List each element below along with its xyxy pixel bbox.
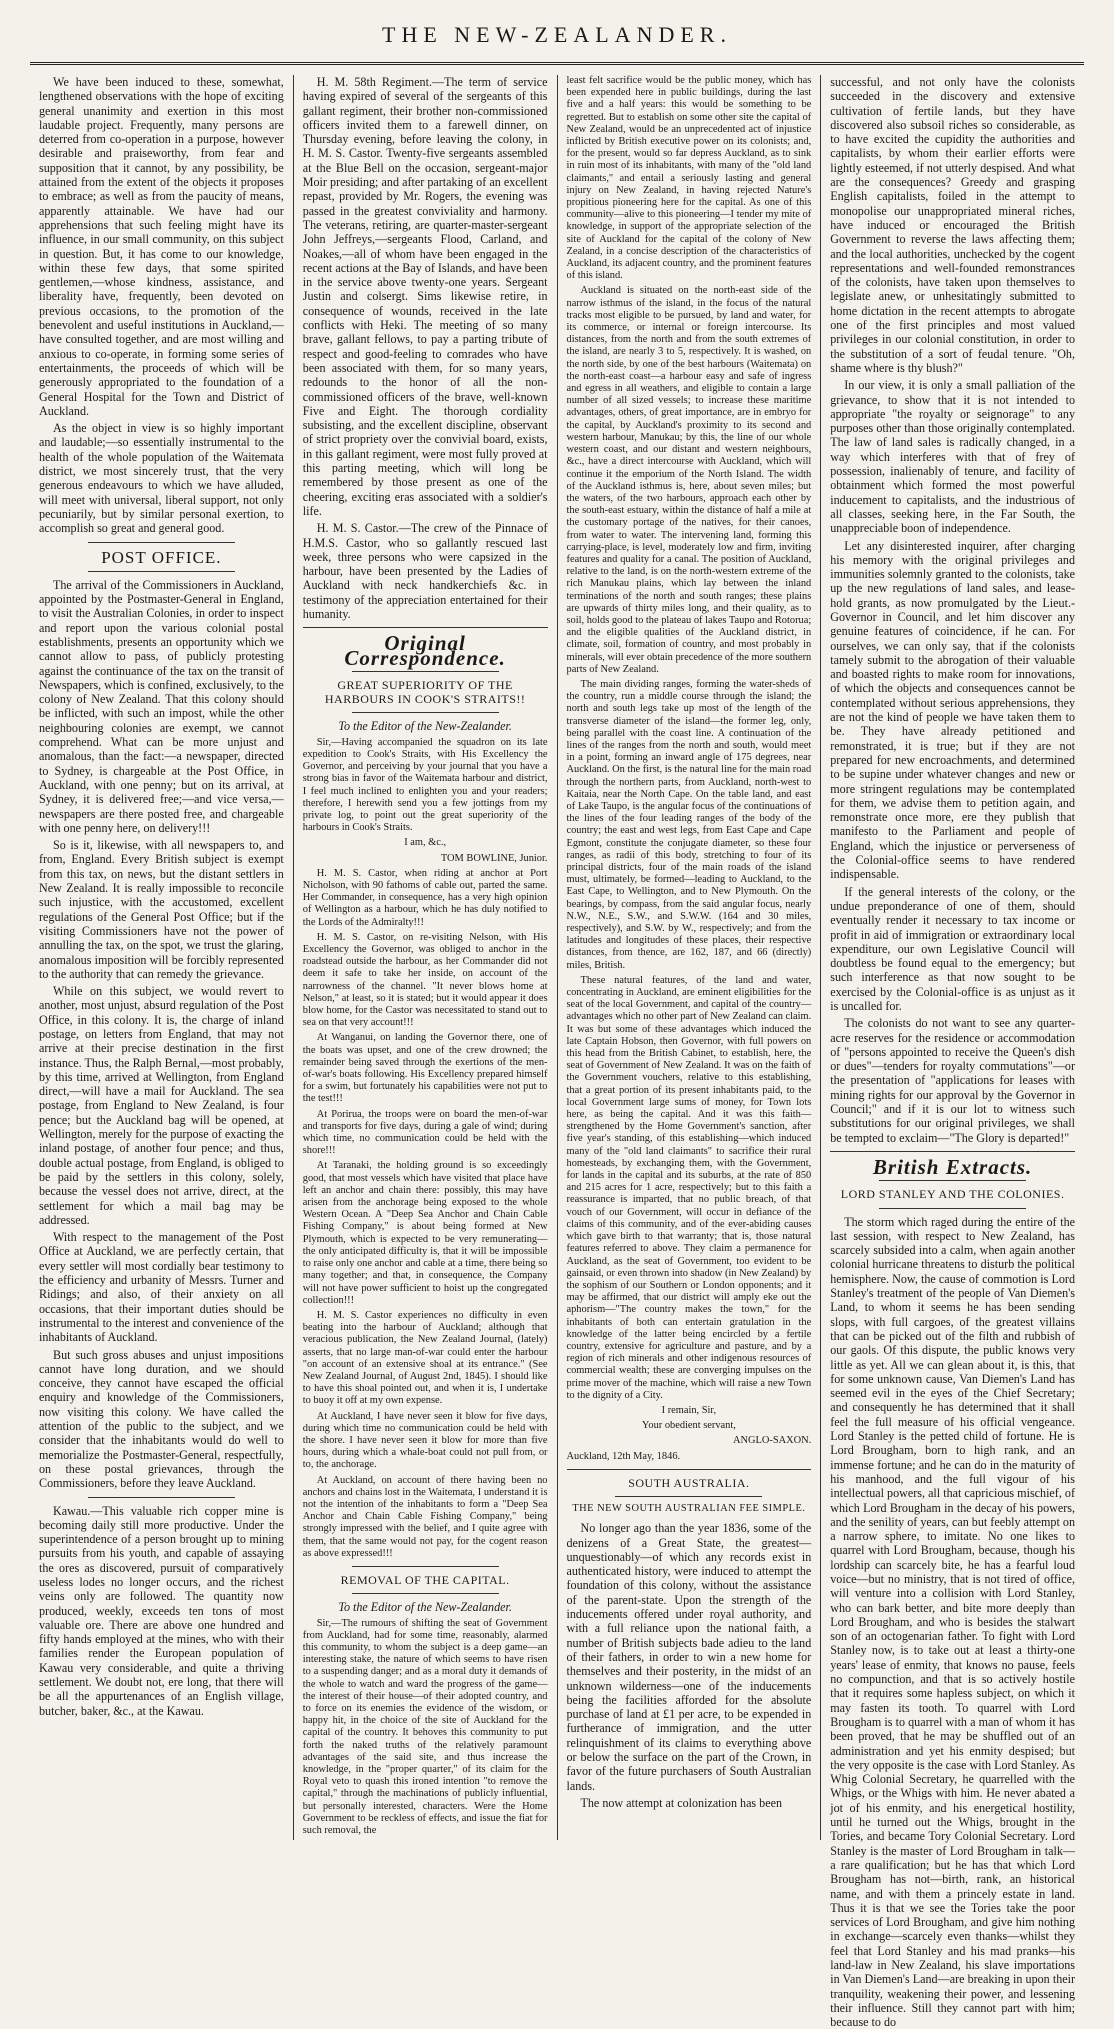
- letter-salutation: To the Editor of the New-Zealander.: [338, 1600, 512, 1615]
- section-heading: Original Correspondence.: [344, 631, 506, 670]
- article-paragraph: At Wanganui, on landing the Governor there, one of the boats was upset, and one of the crew drowned; the remainder being saved through the exertions of the men-of-war's boats following. His Excellency prepared himself for a swim, but fortunately his capabilities were not put to the test!!!: [302, 1032, 548, 1105]
- divider: [352, 1566, 499, 1567]
- article-paragraph: No longer ago than the year 1836, some of the denizens of a Great State, the greatest—unquestionably—of which any records exist in authenticated history, were induced to attempt the foundation of this colony, without the assistance of the parent-state. Upon the strength of the inducements offered under royal authority, and with a full reliance upon the national faith, a number of British subjects bade adieu to the land of their fathers, in order to win a new home for themselves and their posterity, in the midst of an unknown wilderness—one of the inducements being the facilities afforded for the absolute purchase of land at £1 per acre, to be expended in furtherance of immigration, and the utter relinquishment of its claims to everything above or below the surface on the part of the Crown, in favor of the future purchasers of South Australian lands.: [566, 1521, 812, 1793]
- article-paragraph: H. M. 58th Regiment.—The term of service having expired of several of the sergeants of this gallant regiment, their brother non-commissioned officers invited them to a farewell dinner, on Thursday evening, before leaving the colony, in H. M. S. Castor. Twenty-five sergeants assembled at the Blue Bell on the occasion, sergeant-major Moir presiding; and after partaking of an excellent repast, provided by Mr. Rogers, the evening was passed in the greatest conviviality and harmony. The veterans, retiring, are quarter-master-sergeant John Jeffreys,—sergeants Flood, Carland, and Noakes,—all of whom have been engaged in the recent actions at the Bay of Islands, and have been in the service above twenty-one years. Sergeant Justin and colsergt. Sims likewise retire, in consequence of wounds, received in the late conflicts with Heki. The meeting of so many brave, gallant fellows, to pay a parting tribute of respect and good-feeling to comrades who have been associated with them, for so many years, redounds to the honor of all the non-commissioned officers of the brave, well-known Five and Eight. The thorough cordiality subsisting, and the excellent discipline, observant of strict propriety over the convivial board, exists, in this gallant regiment, were most fully proved at this parting meeting, which will long be remembered by those present as one of the cheering, exciting eras associated with a soldier's life.: [302, 75, 548, 518]
- divider: [352, 712, 499, 713]
- letter-closing: I am, &c.,: [404, 837, 447, 849]
- letter-signature: TOM BOWLINE, Junior.: [440, 852, 548, 864]
- article-paragraph: But such gross abuses and unjust impositions cannot have long duration, and we should conceive, they cannot have escaped the official enquiry and knowledge of the Commissioners, now visiting this colony. We have called the attention of the public to the subject, and we consider that the inhabitants would do well to memorialize the Postmaster-General, respectfully, on these postal grievances, through the Commissioners, before they leave Auckland.: [39, 1347, 284, 1491]
- divider: [879, 1180, 1026, 1181]
- article-paragraph: The storm which raged during the entire of the last session, with respect to New Zealand, has scarcely subsided into a calm, when again another colonial hurricane threatens to disturb the political hemisphere. Now, the cause of commotion is Lord Stanley's treatment of the people of Van Diemen's Land, to whom it seems he has been sending slops, with full cargoes, of the greatest villains that can be picked out of the filth and rubbish of our gaols. Of this dispute, the public knows very little as yet. All we can glean about it, is this, that for some unknown cause, Van Diemen's Land has seemed evil in the eyes of the Chief Secretary; and consequently he has determined that it shall feel the full measure of his official vengeance. Lord Stanley is the petted child of fortune. He is Lord Brougham, born to high rank, and an immense fortune; and he can do in the maturity of his manhood, and the full vigour of his intellectual powers, all that capricious mischief, of which Lord Brougham in the decay of his powers, and the senility of years, can but feebly attempt on a narrow sphere, to imitate. No one likes to quarrel with Lord Brougham, because, though his lordship can scarcely bite, he has a fearful loud voice—but no ministry, that is not tired of office, will venture into a collision with Lord Stanley, who can bark better, and bite more deeply than Lord Brougham, and who is besides the stalwart son of an octogenarian father. To fight with Lord Stanley now, is to take out at least a thirty-one years' lease of enmity, that knows no pause, feels no compunction, and that is so actively hostile that it requires some hapless subject, on which it may fasten its tooth. To quarrel with Lord Brougham is to quarrel with a man of whom it has been proved, that he may be shuffled out of an administration and yet his enmity despised; but the very opposite is the case with Lord Stanley. As Whig Colonial Secretary, he quarrelled with the Whigs, or the Whigs with him. He never abated a jot of his enmity, and his energetical hostility, until he turned out the Whigs, brought in the Tories, and became Tory Colonial Secretary. Lord Stanley is the master of Lord Brougham in talk—a rare qualification; but he has that which Lord Brougham has not—birth, rank, an historical name, and with them a princely estate in land. Thus it is that we see the Tories take the poor services of Lord Brougham, and give him nothing in exchange—scarcely even thanks—whilst they feel that Lord Stanley and his mad pranks—his land-law in New Zealand, his slave importations in Van Diemen's Land—are breaking in upon their tranquility, weakening their power, and lessening their influence. Still they cannot part with him; because to do: [830, 1214, 1075, 2029]
- divider: [567, 1469, 812, 1470]
- column-4: [821, 75, 1084, 2029]
- letter-closing: I remain, Sir,: [661, 1404, 717, 1416]
- divider: [615, 1496, 762, 1497]
- article-paragraph: With respect to the management of the Post Office at Auckland, we are perfectly certain, that every settler will most cordially bear testimony to the efficiency and urbanity of Messrs. Turner and Ridings; and also, of their anxiety on all occasions, that their important duties should be instrumental to the interest and convenience of the inhabitants of Auckland.: [39, 1230, 284, 1345]
- column-2: [294, 75, 558, 1840]
- article-paragraph: The main dividing ranges, forming the water-sheds of the country, run a middle course through the island; the north and south legs take up most of the length of the transverse diameter of the island—the former leg, only, being parallel with the coast line. A continuation of the lines of the ranges from the north and south, would meet in a point, forming an inward angle of 175 degrees, near Auckland. On the first, is the natural line for the main road through the northern parts, from Auckland, north-west to Kaitaia, near the North Cape. On the table land, and east of Lake Taupo, is the angular focus of the continuations of the lines of the four leading ranges of the body of the country; the east and west legs, from East Cape and Cape Egmont, constitute the conjugate diameter, so these four ranges, as radii of this body, stretching to four of its principal districts, four of the main roads of the island must, ultimately, be formed—leading to Auckland, to the East Cape, to Wellington, and to New Plymouth. On the bearings, by compass, from the said angular focus, nearly N.W., N.E., S.W., and S.W.W. (164 and 30 miles, respectively), and S.W. by W., respectively; and from the latitudes and longitudes of these places, their respective distances, from thence, are 162, 187, and 66 (directly) miles, British.: [566, 678, 812, 971]
- article-paragraph: We have been induced to these, somewhat, lengthened observations with the hope of exciting general unanimity and exertion in this most laudable project. Frequently, many persons are deterred from co-operation in a purpose, however desirable and praiseworthy, from fear and supposition that it cannot, by any possibility, be attained from the extent of the objects it proposes to embrace; as well as from the paucity of means, apparently attainable. We have had our apprehensions that such feeling might have its influence, in our small community, on this subject in question. But, it has come to our knowledge, within these few days, that some spirited gentlemen,—whose kindness, assistance, and liberality have, frequently, been devoted on previous occasions, to the promotion of the benevolent and useful institutions in Auckland,—have consulted together, and are most willing and anxious to co-operate, in forming some series of entertainments, the proceeds of which will be generously appropriated to the foundation of a General Hospital for the Town and District of Auckland.: [39, 75, 284, 418]
- article-paragraph: H. M. S. Castor, on re-visiting Nelson, with His Excellency the Governor, was obliged to anchor in the roadstead outside the harbour, as her Commander did not deem it safe to take her inside, on account of the narrowness of the channel. "It never blows home at Nelson," at least, so it is stated; but it would appear it does blow home, for the Castor was necessitated to stand out to sea on that very account!!!: [302, 931, 548, 1029]
- article-paragraph: The colonists do not want to see any quarter-acre reserves for the residence or accommodation of "persons appointed to receive the Queen's dish or dues"—tenders for royalty commutations"—or the presentation of "applications for leases with mining rights for our approval by the Governor in Council;" and if it is our lot to witness such substitutions for our original privileges, we shall be tempted to exclaim—"The Glory is departed!": [830, 1016, 1075, 1145]
- columns: [30, 75, 1084, 2029]
- article-paragraph: H. M. S. Castor.—The crew of the Pinnace of H.M.S. Castor, who so gallantly rescued last week, three persons who were capsized in the harbour, have been presented by the Ladies of Auckland with neck handkerchiefs &c. in testimony of the appreciation entertained for their humanity.: [302, 521, 548, 621]
- article-paragraph: At Auckland, on account of there having been no anchors and chains lost in the Waitemata, I understand it is not the intention of the inhabitants to form a "Deep Sea Anchor and Chain Cable Fishing Company," being strongly impressed with the belief, and I quite agree with them, that the same would not pay, for the cogent reason as above expressed!!!: [302, 1474, 548, 1559]
- letter-closing: Your obedient servant,: [641, 1420, 736, 1432]
- divider: [303, 627, 548, 628]
- dateline: Auckland, 12th May, 1846.: [566, 1450, 681, 1462]
- divider: [352, 671, 499, 672]
- article-paragraph: So is it, likewise, with all newspapers to, and from, England. Every British subject is exempt from this tax, on news, but the distant settlers in New Zealand. It is really impossible to reconcile such injustice, with the accustomed, excellent regulations of the General Post Office; but if the visiting Commissioners have not the power of annulling the tax, on the spot, we trust the glaring, anomalous imposition will be forcibly represented to the authority that can remedy the grievance.: [39, 838, 284, 981]
- section-heading: POST OFFICE.: [101, 547, 222, 567]
- article-paragraph: The arrival of the Commissioners in Auckland, appointed by the Postmaster-General in England, to visit the Australian Colonies, in order to inspect and report upon the various colonial postal establishments, presents an opportunity which we cannot allow to pass, of publicly protesting against the continuance of the tax on the transit of Newspapers, which is confined, exclusively, to the colony of New Zealand. That this colony should be inflicted, with such an impost, while the other neighbouring colonies are exempt, we cannot comprehend. What can be more unjust and anomalous, than the fact:—a newspaper, directed to Sydney, is chargeable at the Post Office, in Auckland, with one penny; but on its arrival, at Sydney, it is delivered free;—and vice versa,—newspapers are there posted free, and chargeable with one penny here, on delivery!!!: [39, 577, 284, 835]
- article-paragraph: In our view, it is only a small palliation of the grievance, to show that it is not intended to appropriate "the royalty or seignorage" to any purposes other than those originally contemplated. The law of land sales is radically changed, in a way which interferes with that of frey of possession, inalienably of tenure, and facility of obtainment which formed the most powerful inducement to capitalists, and the industrious of all classes, seeking here, in the Far South, the unappreciable boon of independence.: [830, 378, 1075, 536]
- article-paragraph: Sir,—The rumours of shifting the seat of Government from Auckland, had for some time, reasonably, alarmed this community, to whom the subject is a deep game—an interesting stake, the nature of which seems to have risen to a suspending danger; and as a moral duty it demands of the whole to watch and ward the progress of the game—the interest of their house—of their adopted country, and to force on its enemies the evidence of the wisdom, or happy hit, in the choice of the site of Auckland for the capital of the country. It behoves this community to put forth the naked truths of the relatively paramount advantages of the said site, and thus increase the knowledge, in the "proper quarter," of its claim for the Royal veto to quash this ironed intention "to remove the capital," through the machinations of publicly influential, but personally interested, characters. Were the Home Government to be reckless of effects, and issue the fiat for such removal, the: [302, 1617, 548, 1837]
- divider: [830, 1151, 1075, 1152]
- divider: [88, 542, 235, 543]
- section-heading: British Extracts.: [872, 1154, 1033, 1179]
- column-3: [558, 75, 822, 1840]
- divider: [88, 1497, 235, 1498]
- letter-signature: ANGLO-SAXON.: [733, 1435, 812, 1447]
- article-paragraph: successful, and not only have the colonists succeeded in the discovery and extensive cultivation of fertile lands, but they have discovered also subsoil riches so considerable, as to have excited the cupidity the authorities and capitalists, by whom their earlier efforts were lightly esteemed, if not utterly despised. And what are the consequences? Greedy and grasping English capitalists, foiled in the attempt to monopolise our unappropriated mineral riches, have induced or encouraged the British Government to reverse the laws affecting them; and the local authorities, unchecked by the cogent representations and well-founded remonstrances of the colonists, have taken upon themselves to legislate anew, or unhesitatingly submitted to home dictation in the recent attempts to abrogate one of the first principles and most valued privileges in our colonial constitution, in order to the substitution of a sort of feudal tenure. "Oh, shame where is thy blush?": [830, 75, 1075, 375]
- article-paragraph: H. M. S. Castor, when riding at anchor at Port Nicholson, with 90 fathoms of cable out, parted the same. Her Commander, in consequence, has a very high opinion of Wellington as a harbour, which he has duly notified to the Lords of the Admiralty!!!: [302, 867, 548, 928]
- article-paragraph: If the general interests of the colony, or the undue preponderance of one of them, should eventually render it necessary to tax income or profit in aid of immigration or extraordinary local expenditure, our own Legislative Council will doubtless be found equal to the emergency; but such interference as that now sought to be exercised by the Colonial-office is as unjust as it is uncalled for.: [830, 884, 1075, 1013]
- article-paragraph: The now attempt at colonization has been: [580, 1795, 782, 1810]
- section-heading: REMOVAL OF THE CAPITAL.: [340, 1572, 510, 1587]
- divider: [352, 1593, 499, 1594]
- letter-salutation: To the Editor of the New-Zealander.: [338, 719, 512, 734]
- article-paragraph: At Porirua, the troops were on board the men-of-war and transports for five days, during a gale of wind; during which time, no communication could be held with the shore!!!: [302, 1108, 548, 1157]
- divider: [879, 1208, 1026, 1209]
- masthead: THE NEW-ZEALANDER.: [30, 0, 1084, 65]
- article-paragraph: While on this subject, we would revert to another, most unjust, absurd regulation of the Post Office, in this colony. It is, the charge of inland postage, on letters from England, that may not arrive at their precise destination in the first instance. Thus, the Ralph Bernal,—most probably, by this time, arrived at Wellington, from England direct,—will have a mail for Auckland. The sea postage, from England to New Zealand, is four pence; but the Auckland bag will be opened, at Wellington, merely for the purpose of exacting the inland postage, of another four pence; and thus, double actual postage, from England, is obliged to be paid by the settlers in this colony, solely, because the vessel does not arrive, direct, at the settlement for which a mail bag may be addressed.: [39, 984, 284, 1227]
- article-paragraph: least felt sacrifice would be the public money, which has been expended here in public buildings, during the last five and a half years: this would be something to be regretted. But to establish on some other site the capital of New Zealand, would be an unprecedented act of injustice inflicted by British executive power on its colonists; and, for the present, would so far depress Auckland, as to sink in ruin most of its inhabitants, with many of the "old land claimants," and entail a seriously lasting and general injury on New Zealand, in having rejected Nature's propitious pioneering here for the capital. As one of this community—alive to this pioneering—I tender my mite of knowledge, in support of the appropriate selection of the site of Auckland for the capital of the colony of New Zealand, in a concise description of the characteristics of Auckland, its adjacent country, and the prominent features of this island.: [566, 75, 812, 282]
- article-paragraph: At Taranaki, the holding ground is so exceedingly good, that most vessels which have visited that place have left an anchor and chain there: possibly, this may have arisen from the anchorage being exposed to the whole Western Ocean. A "Deep Sea Anchor and Chain Cable Fishing Company," is about being formed at New Plymouth, which is expected to be very remunerating—the only anticipated difficulty is, that it will be impossible to raise only one anchor and cable at a time, there being so many together; and that, in consequence, the Company will not have power sufficient to hoist up the congregated collection!!!: [302, 1160, 548, 1306]
- article-subheading: THE NEW SOUTH AUSTRALIAN FEE SIMPLE.: [572, 1503, 806, 1515]
- article-paragraph: Let any disinterested inquirer, after charging his memory with the original privileges and immunities solemnly granted to the colonists, take up the new regulations of land sales, and lease-hold grants, as now promulgated by the Lieut.-Governor in Council, and let him discover any genuine features of coincidence, if he can. For ourselves, we can only say, that if the colonists tamely submit to the abrogation of their valuable and boasted rights to make room for innovations, of which the objects and consequences cannot be contemplated without serious apprehensions, they are not the kind of people we have taken them to be. They have already petitioned and remonstrated, it is true; but if they are not prepared for new encroachments, and determined to be supine under whatever changes and new or more stringent regulations may be contemplated for them, we advise them to petition again, and remonstrate once more, ere they publish that manifesto to the Parliament and people of England, which the injustice or perverseness of the Colonial-office seems to have rendered indispensable.: [830, 538, 1075, 882]
- article-paragraph: Kawau.—This valuable rich copper mine is becoming daily still more productive. Under the superintendence of a person brought up to mining pursuits from his youth, and capable of assaying the ores as discovered, pursuit of comparatively useless lodes no longer occurs, and the richest veins only are followed. The quantity now produced, weekly, exceeds ten tons of most valuable ore. There are above one hundred and fifty hands employed at the mines, who with their families render the European population of Kawau very considerable, and quite a thriving settlement. We doubt not, ere long, that there will be all the appurtenances of an English village, butcher, baker, &c., at the Kawau.: [39, 1503, 284, 1718]
- divider: [88, 571, 235, 572]
- article-paragraph: H. M. S. Castor experiences no difficulty in even beating into the harbour of Auckland; although that veracious publication, the New Zealand Journal, (lately) asserts, that no large man-of-war could enter the harbour "on account of an extensive shoal at its entrance." (See New Zealand Journal, of August 2nd, 1845). I should like to have this shoal pointed out, and when it is, I undertake to buoy it off at my own expense.: [302, 1309, 548, 1407]
- article-subheading: LORD STANLEY AND THE COLONIES.: [840, 1187, 1065, 1202]
- section-heading: SOUTH AUSTRALIA.: [628, 1475, 750, 1490]
- article-paragraph: As the object in view is so highly important and laudable;—so essentially instrumental to the health of the whole population of the Waitemata district, we most sincerely trust, that the very generous endeavours to which we have alluded, will meet with universal, liberal support, not only pecuniarily, but by similar personal exertion, to accomplish so great and general good.: [39, 421, 284, 536]
- article-paragraph: These natural features, of the land and water, concentrating in Auckland, are eminent eligibilities for the seat of the local Government, and capital of the country—advantages which no other part of New Zealand can claim. It was but some of these advantages which induced the late Captain Hobson, then Governor, with full powers on this head from the British Cabinet, to establish, here, the seat of Government of New Zealand. It was on the faith of the Government vouchers, relative to this establishing, that a great portion of its present inhabitants paid, to the local Government large sums of money, for Town lots here, as being the capital. And it was this faith—strengthened by the Home Government's sanction, after five year's standing, of this establishing—which induced many of the "old land claimants" to sacrifice their rural homesteads, by exchanging them, with the Government, for lands in the capital and its suburbs, at the rate of 850 and 215 acres for 1 acre, respectively; but to this faith a reassurance is imparted, that no public breach, of that vouch of our Government, will occur in defiance of the claims of this community, and of the ever-abiding causes which gave birth to that warranty; that is, those natural features referred to above. They claim a permanence for Auckland, as the seat of Government, too evident to be gainsaid, or even thrown into shadow (in New Zealand) by the sophism of our Southern or London opponents; and it may be affirmed, that our district will amply eke out the aphorism—"The country makes the town," for the inhabitants of both can entertain gratulation in the knowledge of the latter being encircled by a fertile country, extensive for agriculture and pasture, and by a region of rich minerals and other indigenous resources of commercial wealth; these are converging impulses on the prime mover of the machine, which will raise a new Town to the dignity of a City.: [566, 974, 812, 1401]
- column-1: [30, 75, 294, 1840]
- article-paragraph: At Auckland, I have never seen it blow for five days, during which time no communication could be held with the shore. I have never seen it blow for more than five hours, during which a whale-boat could not pull from, or to, the anchorage.: [302, 1410, 548, 1471]
- article-paragraph: Sir,—Having accompanied the squadron on its late expedition to Cook's Straits, with His Excellency the Governor, and perceiving by your journal that you have a strong bias in favor of the Waitemata harbour and district, I feel much inclined to enlighten you and your readers; therefore, I herewith send you a few jottings from my private log, to point out the great superiority of the harbours in Cook's Straits.: [302, 736, 548, 834]
- article-subheading: GREAT SUPERIORITY OF THE HARBOURS IN COOK'S STRAITS!!: [324, 677, 526, 707]
- article-paragraph: Auckland is situated on the north-east side of the narrow isthmus of the island, in the focus of the natural tracks most eligible to be pursued, by land and water, for its commerce, or internal or foreign intercourse. Its distances, from the north and from the south extremes of the island, are nearly 3 to 5, respectively. It is washed, on the north side, by one of the best harbours (Waitemata) on the north-east coast—a harbour easy and safe of ingress and egress in all weathers, and eligible to contain a large number of all sized vessels; to increase these maritime advantages, others, of great importance, are in embryo for the capital, by Auckland's proximity to its second and western harbour, Manukau; by this, the line of our whole western coast, and our distant and western neighbours, &c., have a direct intercourse with Auckland, which will continue it the emporium of the North Island. The width of the Auckland isthmus is, here, about seven miles; but the waters, of the two harbours, approach each other by the south-east estuary, within the distance of half a mile at the customary portage of the natives, for their canoes, from water to water. The intervening land, forming this carrying-place, is level, moderately low and firm, inviting features and quality for a canal. The position of Auckland, relative to the land, is on the north-western extreme of the rich Manukau plains, which lay between the inland terminations of the north and south ranges; these plains are upwards of thirty miles long, and their quality, as to soil, holds good to the plateau of lakes Taupo and Rotorua; and the eligible qualities of the Auckland district, in climate, soil, formation of country, and most probably in minerals, will ever obtain precedence of the more southern parts of New Zealand.: [566, 285, 812, 675]
